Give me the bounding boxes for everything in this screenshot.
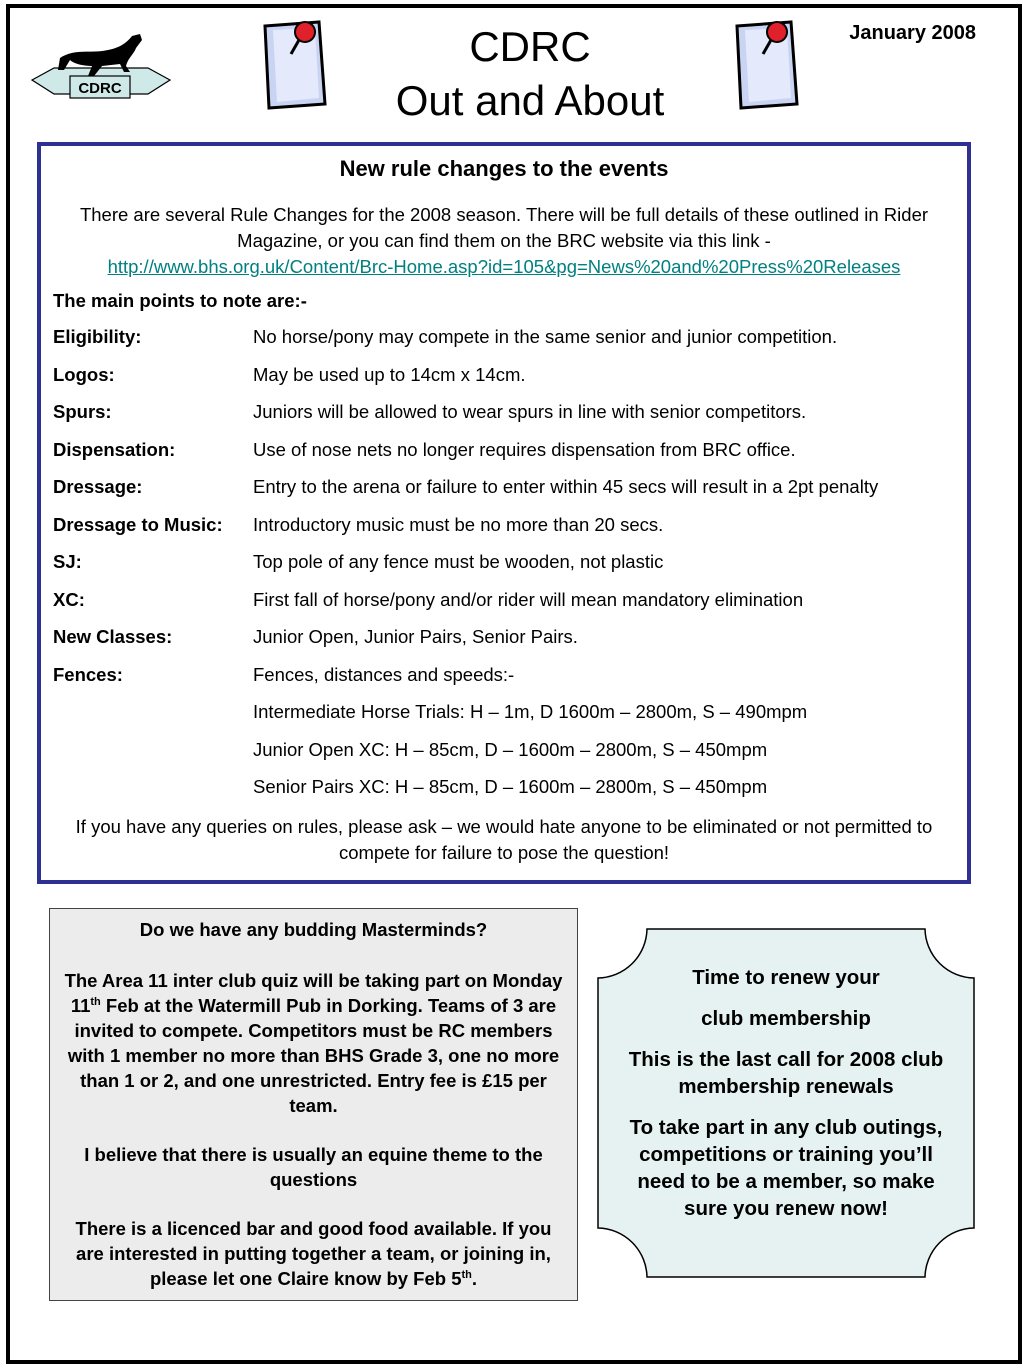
rule-row bbox=[53, 551, 955, 589]
quiz-text: Feb at the Watermill Pub in Dorking. Teams of 3 are invited to compete. Competitors must be RC members with 1 member no more than BHS Grade 3, one no more than 1 or 2, and one unrestricted. Entry fee is £15 per team. bbox=[67, 995, 560, 1116]
quiz-paragraph bbox=[62, 1216, 565, 1291]
rule-description: Introductory music must be no more than 20 secs. bbox=[253, 513, 664, 535]
rules-intro bbox=[53, 202, 955, 280]
rule-description: Junior Open, Junior Pairs, Senior Pairs. bbox=[253, 626, 578, 647]
rule-description: Use of nose nets no longer requires dispensation from BRC office. bbox=[253, 438, 796, 460]
rule-row bbox=[53, 626, 955, 664]
newsletter-title bbox=[330, 20, 730, 128]
rule-changes-box bbox=[37, 142, 971, 884]
rule-list bbox=[53, 326, 955, 814]
renewal-line: This is the last call for 2008 club membership renewals bbox=[628, 1048, 944, 1098]
rule-row bbox=[53, 476, 955, 514]
rule-description: Senior Pairs XC: H – 85cm, D – 1600m – 2800m, S – 450mpm bbox=[253, 776, 768, 797]
membership-renewal-box bbox=[597, 928, 975, 1278]
rule-term: Spurs: bbox=[53, 401, 112, 422]
rule-description: Junior Open XC: H – 85cm, D – 1600m – 2800m, S – 450mpm bbox=[253, 738, 768, 760]
pinned-note-icon bbox=[255, 14, 335, 114]
logo-text: CDRC bbox=[78, 80, 122, 97]
quiz-paragraph bbox=[62, 968, 565, 1118]
renewal-line: To take part in any club outings, competitions or training you’ll need to be a member, so make sure you renew now! bbox=[629, 1116, 943, 1220]
renewal-line: Time to renew your bbox=[692, 966, 880, 989]
rule-row bbox=[53, 589, 955, 627]
rule-description: Top pole of any fence must be wooden, not plastic bbox=[253, 551, 664, 572]
rule-description: Juniors will be allowed to wear spurs in line with senior competitors. bbox=[253, 401, 807, 422]
rule-row bbox=[53, 701, 955, 739]
rule-description: Fences, distances and speeds:- bbox=[253, 663, 515, 685]
quiz-paragraph: I believe that there is usually an equine theme to the questions bbox=[84, 1144, 543, 1190]
rule-term: Dressage to Music: bbox=[53, 513, 223, 535]
quiz-heading: Do we have any budding Masterminds? bbox=[139, 919, 488, 940]
superscript: th bbox=[90, 995, 101, 1008]
rule-term: Dispensation: bbox=[53, 438, 176, 460]
quiz-box bbox=[49, 908, 578, 1301]
rule-term: Dressage: bbox=[53, 476, 143, 497]
rule-description: Entry to the arena or failure to enter within 45 secs will result in a 2pt penalty bbox=[253, 476, 879, 497]
rule-description: First fall of horse/pony and/or rider will mean mandatory elimination bbox=[253, 588, 804, 610]
title-line-2: Out and About bbox=[395, 77, 665, 124]
renewal-text bbox=[617, 964, 955, 1236]
rule-row bbox=[53, 739, 955, 777]
quiz-text: There is a licenced bar and good food available. If you are interested in putting together a team, or joining in, please let one Claire know by Feb 5 bbox=[75, 1218, 552, 1289]
rule-row bbox=[53, 664, 955, 702]
cdrc-horse-logo bbox=[30, 30, 172, 108]
superscript: th bbox=[461, 1268, 472, 1281]
rule-term: Eligibility: bbox=[53, 326, 142, 347]
rule-row bbox=[53, 514, 955, 552]
rule-row bbox=[53, 439, 955, 477]
main-points-label: The main points to note are:- bbox=[53, 290, 307, 311]
rule-description: Intermediate Horse Trials: H – 1m, D 1600m – 2800m, S – 490mpm bbox=[253, 701, 808, 722]
issue-date: January 2008 bbox=[849, 22, 976, 44]
renewal-line: club membership bbox=[701, 1007, 871, 1030]
rule-term: Fences: bbox=[53, 663, 123, 685]
quiz-text: . bbox=[471, 1268, 478, 1289]
rules-outro: If you have any queries on rules, please ask – we would hate anyone to be eliminated or not permitted to compete for failure to pose the question! bbox=[75, 815, 933, 863]
rule-description: No horse/pony may compete in the same senior and junior competition. bbox=[253, 326, 838, 347]
quiz-text: The Area 11 inter club quiz will be taking part on Monday 11 bbox=[64, 970, 563, 1016]
title-line-1: CDRC bbox=[469, 23, 591, 70]
rules-heading: New rule changes to the events bbox=[339, 156, 669, 181]
rule-row bbox=[53, 364, 955, 402]
rule-term: New Classes: bbox=[53, 626, 173, 647]
pinned-note-icon bbox=[727, 14, 807, 114]
rule-term: Logos: bbox=[53, 363, 115, 385]
rule-term: XC: bbox=[53, 588, 85, 610]
rule-row bbox=[53, 401, 955, 439]
brc-website-link[interactable]: http://www.bhs.org.uk/Content/Brc-Home.asp?id=105&pg=News%20and%20Press%20Releases bbox=[107, 256, 901, 277]
rule-term: SJ: bbox=[53, 551, 82, 572]
rule-description: May be used up to 14cm x 14cm. bbox=[253, 363, 526, 385]
rules-intro-text: There are several Rule Changes for the 2008 season. There will be full details of these outlined in Rider Magazine, or you can find them on the BRC website via this link - bbox=[79, 204, 929, 251]
rule-row bbox=[53, 326, 955, 364]
rule-row bbox=[53, 776, 955, 814]
